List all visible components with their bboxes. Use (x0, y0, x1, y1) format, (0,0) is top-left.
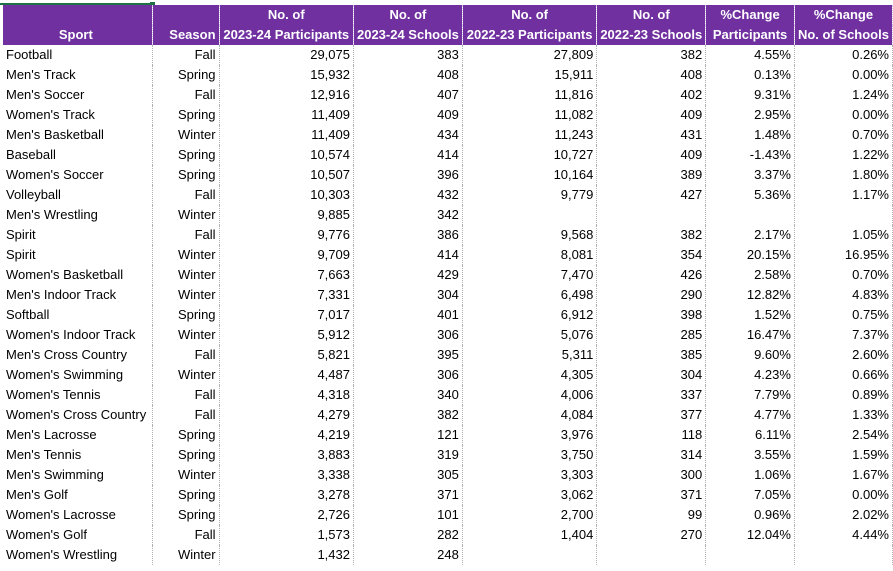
cell-participants-2022-23[interactable]: 3,750 (462, 445, 596, 465)
cell-schools-2023-24[interactable]: 306 (353, 325, 462, 345)
cell-schools-2022-23[interactable]: 371 (597, 485, 706, 505)
header-schools-2022-23-line1[interactable]: No. of (597, 5, 706, 25)
cell-sport[interactable]: Women's Wrestling (3, 545, 152, 565)
cell-sport[interactable]: Women's Soccer (3, 165, 152, 185)
cell-season[interactable]: Spring (152, 485, 219, 505)
cell-sport[interactable]: Women's Lacrosse (3, 505, 152, 525)
cell-schools-2022-23[interactable]: 427 (597, 185, 706, 205)
cell-participants-2022-23[interactable]: 5,311 (462, 345, 596, 365)
cell-sport[interactable]: Men's Cross Country (3, 345, 152, 365)
cell-schools-2023-24[interactable]: 305 (353, 465, 462, 485)
cell-participants-2022-23[interactable]: 3,062 (462, 485, 596, 505)
cell-pct-change-schools[interactable]: 0.26% (794, 45, 892, 65)
cell-participants-2023-24[interactable]: 9,776 (219, 225, 353, 245)
cell-pct-change-schools[interactable]: 0.75% (794, 305, 892, 325)
cell-schools-2023-24[interactable]: 434 (353, 125, 462, 145)
cell-pct-change-schools[interactable]: 1.24% (794, 85, 892, 105)
cell-pct-change-schools[interactable]: 0.70% (794, 265, 892, 285)
cell-schools-2022-23[interactable]: 398 (597, 305, 706, 325)
table-row (3, 325, 893, 345)
cell-season[interactable]: Spring (152, 165, 219, 185)
cell-participants-2022-23[interactable] (462, 205, 596, 225)
cell-pct-change-participants[interactable]: 2.95% (706, 105, 795, 125)
table-row (3, 345, 893, 365)
cell-participants-2022-23[interactable]: 3,303 (462, 465, 596, 485)
cell-sport[interactable]: Volleyball (3, 185, 152, 205)
table-row (3, 65, 893, 85)
cell-schools-2022-23[interactable]: 408 (597, 65, 706, 85)
cell-pct-change-participants[interactable]: 16.47% (706, 325, 795, 345)
cell-season[interactable]: Fall (152, 185, 219, 205)
cell-participants-2023-24[interactable]: 11,409 (219, 125, 353, 145)
cell-sport[interactable]: Men's Swimming (3, 465, 152, 485)
cell-pct-change-participants[interactable] (706, 205, 795, 225)
cell-sport[interactable]: Men's Lacrosse (3, 425, 152, 445)
cell-pct-change-schools[interactable]: 1.22% (794, 145, 892, 165)
table-row (3, 265, 893, 285)
cell-season[interactable]: Winter (152, 545, 219, 565)
cell-schools-2023-24[interactable]: 121 (353, 425, 462, 445)
cell-sport[interactable]: Men's Track (3, 65, 152, 85)
cell-pct-change-participants[interactable]: 2.17% (706, 225, 795, 245)
cell-schools-2023-24[interactable]: 304 (353, 285, 462, 305)
cell-participants-2022-23[interactable]: 11,082 (462, 105, 596, 125)
cell-participants-2023-24[interactable]: 9,709 (219, 245, 353, 265)
cell-pct-change-participants[interactable]: 4.77% (706, 405, 795, 425)
cell-schools-2022-23[interactable]: 409 (597, 145, 706, 165)
cell-schools-2022-23[interactable]: 377 (597, 405, 706, 425)
table-row (3, 525, 893, 545)
cell-sport[interactable]: Men's Wrestling (3, 205, 152, 225)
cell-pct-change-participants[interactable]: 0.13% (706, 65, 795, 85)
cell-participants-2023-24[interactable]: 3,883 (219, 445, 353, 465)
cell-pct-change-schools[interactable]: 0.00% (794, 485, 892, 505)
cell-pct-change-participants[interactable]: 12.82% (706, 285, 795, 305)
header-pct-change-schools-line2[interactable]: No. of Schools (794, 25, 892, 45)
cell-participants-2022-23[interactable]: 6,912 (462, 305, 596, 325)
cell-participants-2022-23[interactable]: 4,305 (462, 365, 596, 385)
cell-pct-change-schools[interactable] (794, 545, 892, 565)
cell-sport[interactable]: Football (3, 45, 152, 65)
header-schools-2023-24-line2[interactable]: 2023-24 Schools (353, 25, 462, 45)
cell-pct-change-participants[interactable]: 1.52% (706, 305, 795, 325)
sports-participation-table (3, 5, 893, 565)
cell-participants-2023-24[interactable]: 3,278 (219, 485, 353, 505)
cell-pct-change-schools[interactable]: 0.89% (794, 385, 892, 405)
header-schools-2022-23-line2[interactable]: 2022-23 Schools (597, 25, 706, 45)
cell-pct-change-participants[interactable]: 9.60% (706, 345, 795, 365)
cell-participants-2023-24[interactable]: 1,573 (219, 525, 353, 545)
cell-participants-2023-24[interactable]: 4,219 (219, 425, 353, 445)
cell-participants-2022-23[interactable]: 9,568 (462, 225, 596, 245)
cell-schools-2022-23[interactable]: 389 (597, 165, 706, 185)
cell-schools-2023-24[interactable]: 414 (353, 145, 462, 165)
cell-participants-2023-24[interactable]: 7,663 (219, 265, 353, 285)
table-body (3, 45, 893, 565)
table-header (3, 5, 893, 45)
cell-participants-2023-24[interactable]: 4,487 (219, 365, 353, 385)
cell-participants-2022-23[interactable]: 9,779 (462, 185, 596, 205)
cell-participants-2023-24[interactable]: 1,432 (219, 545, 353, 565)
cell-season[interactable]: Winter (152, 245, 219, 265)
cell-participants-2023-24[interactable]: 7,017 (219, 305, 353, 325)
table-row (3, 105, 893, 125)
cell-pct-change-participants[interactable] (706, 545, 795, 565)
cell-pct-change-schools[interactable]: 1.05% (794, 225, 892, 245)
cell-schools-2022-23[interactable]: 409 (597, 105, 706, 125)
cell-schools-2022-23[interactable]: 337 (597, 385, 706, 405)
cell-schools-2022-23[interactable]: 402 (597, 85, 706, 105)
table-row (3, 505, 893, 525)
cell-participants-2023-24[interactable]: 3,338 (219, 465, 353, 485)
cell-pct-change-schools[interactable]: 0.66% (794, 365, 892, 385)
header-participants-2023-24-line2[interactable]: 2023-24 Participants (219, 25, 353, 45)
cell-season[interactable]: Fall (152, 45, 219, 65)
table-row (3, 185, 893, 205)
cell-participants-2023-24[interactable]: 11,409 (219, 105, 353, 125)
cell-participants-2023-24[interactable]: 5,821 (219, 345, 353, 365)
cell-pct-change-schools[interactable]: 7.37% (794, 325, 892, 345)
cell-season[interactable]: Fall (152, 405, 219, 425)
cell-sport[interactable]: Women's Swimming (3, 365, 152, 385)
cell-schools-2022-23[interactable]: 290 (597, 285, 706, 305)
cell-schools-2022-23[interactable]: 285 (597, 325, 706, 345)
cell-pct-change-participants[interactable]: 3.37% (706, 165, 795, 185)
cell-pct-change-schools[interactable]: 0.00% (794, 105, 892, 125)
header-participants-2022-23-line1[interactable]: No. of (462, 5, 596, 25)
cell-schools-2023-24[interactable]: 395 (353, 345, 462, 365)
cell-schools-2023-24[interactable]: 371 (353, 485, 462, 505)
cell-schools-2023-24[interactable]: 386 (353, 225, 462, 245)
cell-pct-change-participants[interactable]: 1.48% (706, 125, 795, 145)
table-row (3, 445, 893, 465)
cell-pct-change-schools[interactable]: 1.17% (794, 185, 892, 205)
cell-pct-change-schools[interactable]: 1.33% (794, 405, 892, 425)
table-row (3, 165, 893, 185)
cell-pct-change-participants[interactable]: 4.55% (706, 45, 795, 65)
cell-participants-2022-23[interactable]: 4,006 (462, 385, 596, 405)
cell-participants-2022-23[interactable]: 10,164 (462, 165, 596, 185)
cell-season[interactable]: Spring (152, 305, 219, 325)
cell-participants-2023-24[interactable]: 7,331 (219, 285, 353, 305)
cell-schools-2022-23[interactable]: 314 (597, 445, 706, 465)
table-row (3, 125, 893, 145)
cell-schools-2022-23[interactable]: 99 (597, 505, 706, 525)
cell-schools-2023-24[interactable]: 432 (353, 185, 462, 205)
cell-sport[interactable]: Women's Cross Country (3, 405, 152, 425)
cell-season[interactable]: Winter (152, 325, 219, 345)
cell-pct-change-schools[interactable]: 0.70% (794, 125, 892, 145)
cell-sport[interactable]: Spirit (3, 245, 152, 265)
cell-pct-change-participants[interactable]: 12.04% (706, 525, 795, 545)
header-season-line2[interactable]: Season (152, 25, 219, 45)
cell-schools-2022-23[interactable] (597, 545, 706, 565)
cell-pct-change-schools[interactable]: 1.67% (794, 465, 892, 485)
cell-season[interactable]: Fall (152, 525, 219, 545)
cell-schools-2022-23[interactable]: 118 (597, 425, 706, 445)
header-participants-2022-23-line2[interactable]: 2022-23 Participants (462, 25, 596, 45)
cell-sport[interactable]: Men's Golf (3, 485, 152, 505)
table-row (3, 485, 893, 505)
cell-sport[interactable]: Men's Indoor Track (3, 285, 152, 305)
cell-season[interactable]: Spring (152, 65, 219, 85)
cell-pct-change-schools[interactable]: 16.95% (794, 245, 892, 265)
cell-schools-2023-24[interactable]: 396 (353, 165, 462, 185)
cell-season[interactable]: Spring (152, 505, 219, 525)
cell-schools-2023-24[interactable]: 414 (353, 245, 462, 265)
cell-pct-change-participants[interactable]: 20.15% (706, 245, 795, 265)
cell-sport[interactable]: Women's Basketball (3, 265, 152, 285)
cell-schools-2023-24[interactable]: 101 (353, 505, 462, 525)
cell-pct-change-schools[interactable]: 1.80% (794, 165, 892, 185)
cell-season[interactable]: Fall (152, 345, 219, 365)
cell-participants-2022-23[interactable]: 1,404 (462, 525, 596, 545)
table-row (3, 305, 893, 325)
cell-schools-2023-24[interactable]: 282 (353, 525, 462, 545)
cell-participants-2023-24[interactable]: 15,932 (219, 65, 353, 85)
table-row (3, 225, 893, 245)
cell-participants-2023-24[interactable]: 10,507 (219, 165, 353, 185)
cell-pct-change-participants[interactable]: 6.11% (706, 425, 795, 445)
cell-schools-2023-24[interactable]: 383 (353, 45, 462, 65)
cell-sport[interactable]: Women's Track (3, 105, 152, 125)
cell-participants-2022-23[interactable]: 4,084 (462, 405, 596, 425)
cell-participants-2022-23[interactable]: 15,911 (462, 65, 596, 85)
header-pct-change-participants-line1[interactable]: %Change (706, 5, 795, 25)
table-row (3, 45, 893, 65)
cell-schools-2023-24[interactable]: 382 (353, 405, 462, 425)
cell-participants-2022-23[interactable]: 6,498 (462, 285, 596, 305)
header-pct-change-participants-line2[interactable]: Participants (706, 25, 795, 45)
cell-schools-2022-23[interactable]: 304 (597, 365, 706, 385)
cell-schools-2022-23[interactable]: 385 (597, 345, 706, 365)
cell-schools-2022-23[interactable]: 382 (597, 45, 706, 65)
table-row (3, 405, 893, 425)
header-participants-2023-24-line1[interactable]: No. of (219, 5, 353, 25)
cell-participants-2022-23[interactable]: 10,727 (462, 145, 596, 165)
cell-pct-change-schools[interactable]: 1.59% (794, 445, 892, 465)
cell-participants-2022-23[interactable] (462, 545, 596, 565)
header-season-line1[interactable] (152, 5, 219, 25)
cell-sport[interactable]: Women's Golf (3, 525, 152, 545)
cell-pct-change-schools[interactable]: 4.83% (794, 285, 892, 305)
cell-pct-change-participants[interactable]: 5.36% (706, 185, 795, 205)
cell-participants-2023-24[interactable]: 2,726 (219, 505, 353, 525)
cell-pct-change-participants[interactable]: 3.55% (706, 445, 795, 465)
cell-schools-2022-23[interactable]: 300 (597, 465, 706, 485)
cell-pct-change-schools[interactable]: 2.60% (794, 345, 892, 365)
cell-sport[interactable]: Spirit (3, 225, 152, 245)
cell-pct-change-participants[interactable]: 1.06% (706, 465, 795, 485)
cell-season[interactable]: Fall (152, 385, 219, 405)
cell-schools-2022-23[interactable] (597, 205, 706, 225)
cell-season[interactable]: Winter (152, 125, 219, 145)
cell-participants-2023-24[interactable]: 29,075 (219, 45, 353, 65)
cell-sport[interactable]: Women's Tennis (3, 385, 152, 405)
cell-participants-2023-24[interactable]: 10,574 (219, 145, 353, 165)
cell-participants-2023-24[interactable]: 4,279 (219, 405, 353, 425)
cell-sport[interactable]: Men's Basketball (3, 125, 152, 145)
header-sport-line1[interactable] (3, 5, 152, 25)
cell-season[interactable]: Spring (152, 145, 219, 165)
cell-participants-2023-24[interactable]: 9,885 (219, 205, 353, 225)
cell-participants-2023-24[interactable]: 4,318 (219, 385, 353, 405)
cell-participants-2022-23[interactable]: 7,470 (462, 265, 596, 285)
cell-participants-2022-23[interactable]: 8,081 (462, 245, 596, 265)
cell-sport[interactable]: Women's Indoor Track (3, 325, 152, 345)
cell-participants-2022-23[interactable]: 5,076 (462, 325, 596, 345)
cell-sport[interactable]: Baseball (3, 145, 152, 165)
table-row (3, 365, 893, 385)
cell-participants-2022-23[interactable]: 3,976 (462, 425, 596, 445)
cell-schools-2023-24[interactable]: 340 (353, 385, 462, 405)
cell-participants-2023-24[interactable]: 12,916 (219, 85, 353, 105)
table-row (3, 245, 893, 265)
header-pct-change-schools-line1[interactable]: %Change (794, 5, 892, 25)
cell-pct-change-participants[interactable]: 4.23% (706, 365, 795, 385)
cell-season[interactable]: Spring (152, 425, 219, 445)
cell-schools-2023-24[interactable]: 248 (353, 545, 462, 565)
cell-schools-2023-24[interactable]: 319 (353, 445, 462, 465)
cell-participants-2022-23[interactable]: 2,700 (462, 505, 596, 525)
cell-schools-2023-24[interactable]: 429 (353, 265, 462, 285)
cell-pct-change-participants[interactable]: -1.43% (706, 145, 795, 165)
cell-schools-2023-24[interactable]: 408 (353, 65, 462, 85)
cell-pct-change-schools[interactable]: 2.54% (794, 425, 892, 445)
cell-schools-2022-23[interactable]: 426 (597, 265, 706, 285)
table-row (3, 285, 893, 305)
cell-schools-2022-23[interactable]: 354 (597, 245, 706, 265)
cell-season[interactable]: Winter (152, 365, 219, 385)
header-schools-2023-24-line1[interactable]: No. of (353, 5, 462, 25)
cell-pct-change-schools[interactable]: 2.02% (794, 505, 892, 525)
cell-pct-change-participants[interactable]: 2.58% (706, 265, 795, 285)
header-sport-line2[interactable]: Sport (3, 25, 152, 45)
cell-schools-2023-24[interactable]: 409 (353, 105, 462, 125)
cell-schools-2023-24[interactable]: 306 (353, 365, 462, 385)
cell-pct-change-schools[interactable]: 0.00% (794, 65, 892, 85)
cell-schools-2022-23[interactable]: 382 (597, 225, 706, 245)
cell-schools-2023-24[interactable]: 407 (353, 85, 462, 105)
cell-pct-change-schools[interactable]: 4.44% (794, 525, 892, 545)
cell-pct-change-schools[interactable] (794, 205, 892, 225)
cell-season[interactable]: Spring (152, 105, 219, 125)
cell-participants-2022-23[interactable]: 11,816 (462, 85, 596, 105)
table-row (3, 425, 893, 445)
cell-sport[interactable]: Softball (3, 305, 152, 325)
table-row (3, 385, 893, 405)
table-row (3, 205, 893, 225)
cell-schools-2022-23[interactable]: 270 (597, 525, 706, 545)
cell-season[interactable]: Fall (152, 85, 219, 105)
cell-season[interactable]: Spring (152, 445, 219, 465)
cell-participants-2023-24[interactable]: 10,303 (219, 185, 353, 205)
cell-pct-change-participants[interactable]: 9.31% (706, 85, 795, 105)
cell-pct-change-participants[interactable]: 0.96% (706, 505, 795, 525)
cell-sport[interactable]: Men's Tennis (3, 445, 152, 465)
cell-pct-change-participants[interactable]: 7.79% (706, 385, 795, 405)
cell-participants-2022-23[interactable]: 11,243 (462, 125, 596, 145)
cell-season[interactable]: Winter (152, 465, 219, 485)
table-row (3, 465, 893, 485)
cell-participants-2022-23[interactable]: 27,809 (462, 45, 596, 65)
cell-season[interactable]: Fall (152, 225, 219, 245)
cell-pct-change-participants[interactable]: 7.05% (706, 485, 795, 505)
cell-schools-2023-24[interactable]: 342 (353, 205, 462, 225)
cell-sport[interactable]: Men's Soccer (3, 85, 152, 105)
table-row (3, 545, 893, 565)
cell-schools-2023-24[interactable]: 401 (353, 305, 462, 325)
cell-season[interactable]: Winter (152, 285, 219, 305)
cell-schools-2022-23[interactable]: 431 (597, 125, 706, 145)
cell-season[interactable]: Winter (152, 205, 219, 225)
cell-participants-2023-24[interactable]: 5,912 (219, 325, 353, 345)
cell-season[interactable]: Winter (152, 265, 219, 285)
table-row (3, 145, 893, 165)
table-row (3, 85, 893, 105)
